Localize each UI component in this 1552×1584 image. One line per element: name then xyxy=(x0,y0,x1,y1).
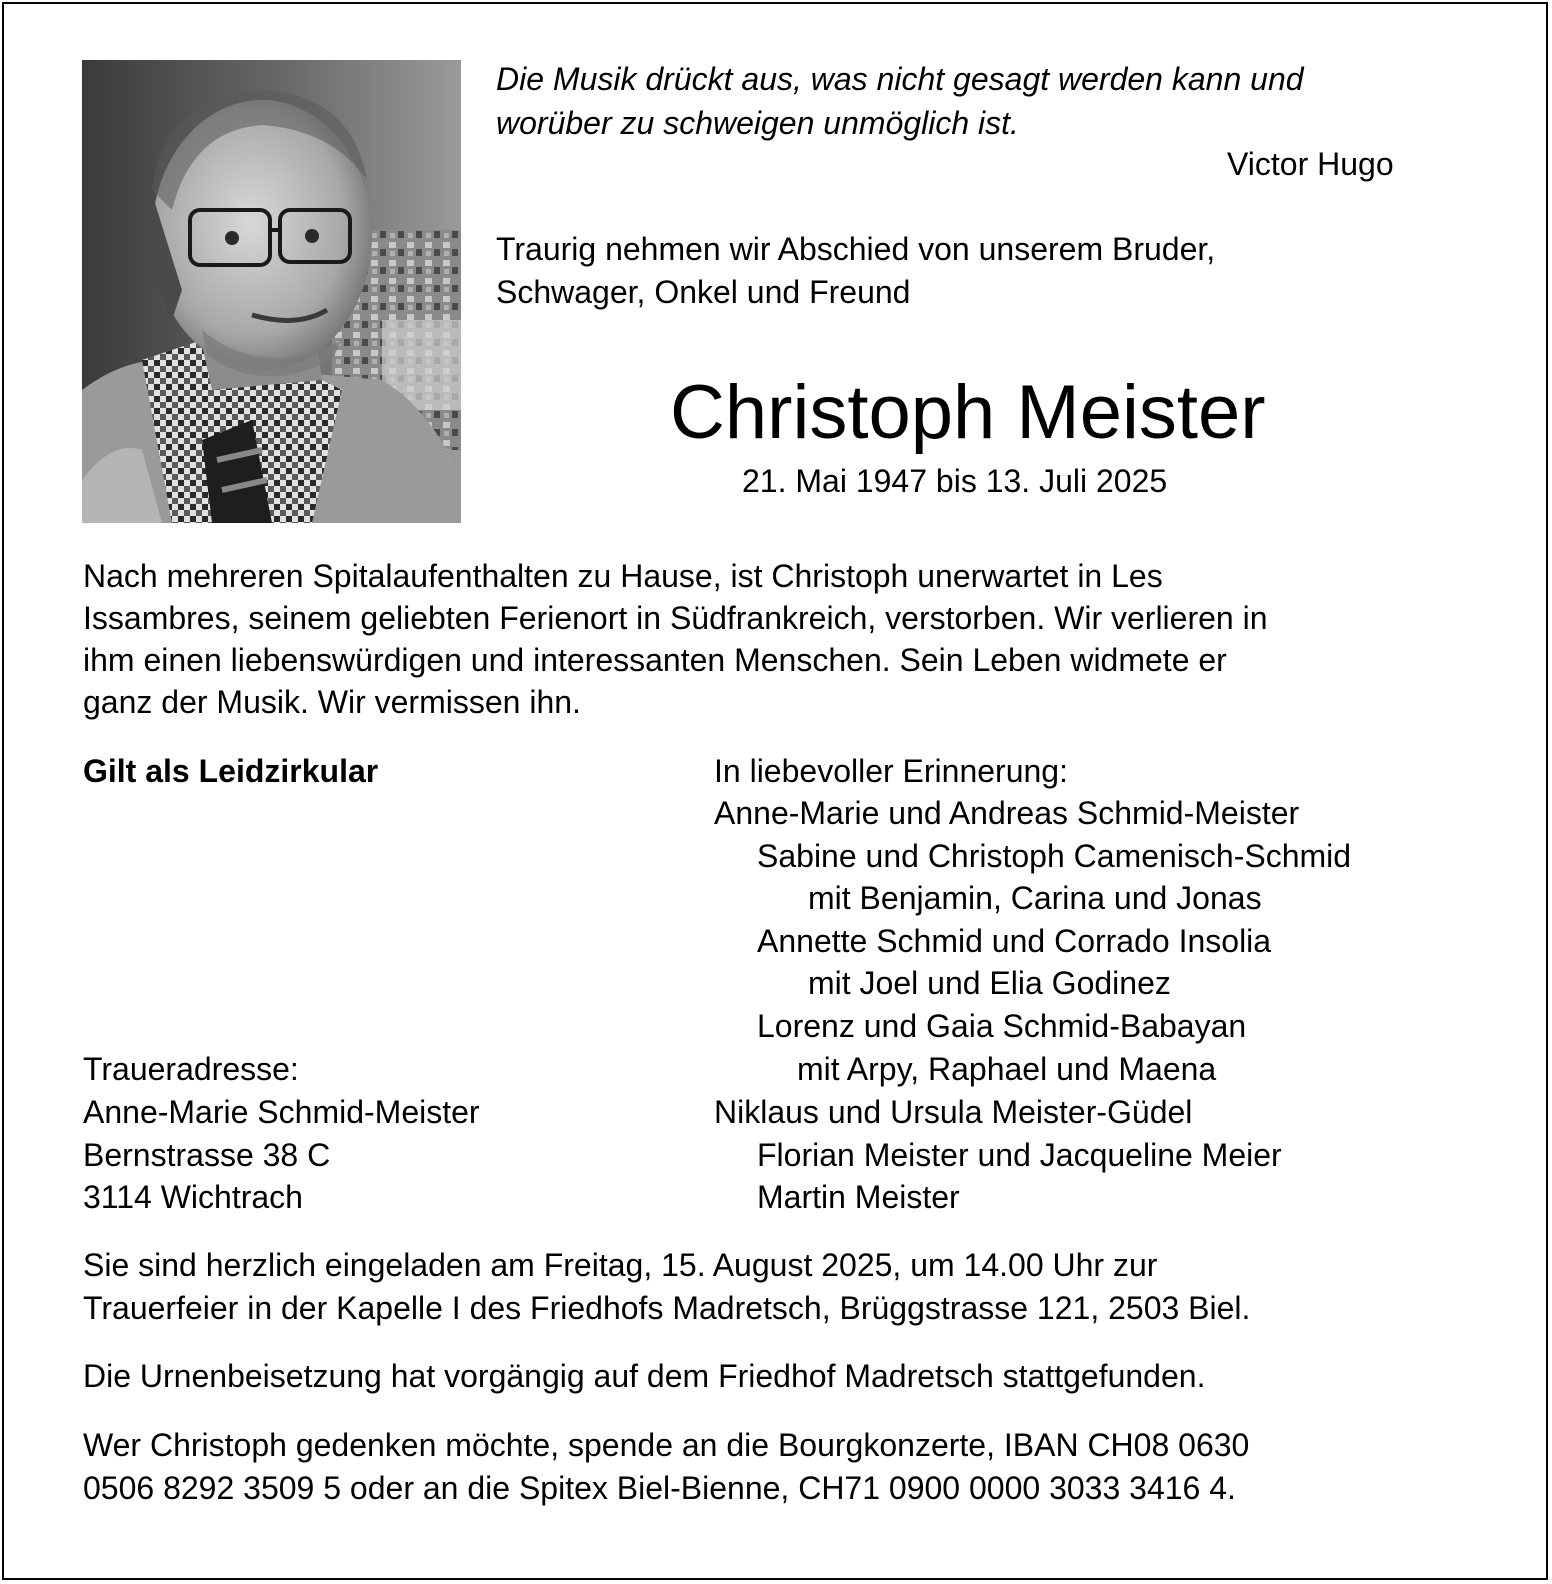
quote-author: Victor Hugo xyxy=(1227,146,1394,182)
message-line-4: ganz der Musik. Wir vermissen ihn. xyxy=(83,684,581,720)
deceased-name: Christoph Meister xyxy=(670,370,1266,455)
burial-note: Die Urnenbeisetzung hat vorgängig auf dem Friedhof Madretsch stattgefunden. xyxy=(83,1358,1206,1394)
mourners-heading: In liebevoller Erinnerung: xyxy=(714,753,1068,789)
address-name: Anne-Marie Schmid-Meister xyxy=(83,1094,480,1130)
intro-line-1: Traurig nehmen wir Abschied von unserem Bruder, xyxy=(496,231,1216,267)
service-line-1: Sie sind herzlich eingeladen am Freitag, 15. August 2025, um 14.00 Uhr zur xyxy=(83,1247,1158,1283)
mourner-line: mit Benjamin, Carina und Jonas xyxy=(808,880,1262,916)
mourner-line: mit Joel und Elia Godinez xyxy=(808,965,1171,1001)
mourner-line: Annette Schmid und Corrado Insolia xyxy=(757,923,1272,959)
address-street: Bernstrasse 38 C xyxy=(83,1137,331,1173)
mourner-line: Niklaus und Ursula Meister-Güdel xyxy=(714,1094,1193,1130)
mourner-line: Sabine und Christoph Camenisch-Schmid xyxy=(757,838,1352,874)
address-label: Traueradresse: xyxy=(83,1051,299,1087)
mourner-line: Lorenz und Gaia Schmid-Babayan xyxy=(757,1008,1247,1044)
mourner-line: Martin Meister xyxy=(757,1179,960,1215)
donation-line-2: 0506 8292 3509 5 oder an die Spitex Biel-Bienne, CH71 0900 0000 3033 3416 4. xyxy=(83,1470,1236,1506)
intro-line-2: Schwager, Onkel und Freund xyxy=(496,274,911,310)
mourner-line: Florian Meister und Jacqueline Meier xyxy=(757,1137,1282,1173)
service-line-2: Trauerfeier in der Kapelle I des Friedhofs Madretsch, Brüggstrasse 121, 2503 Biel. xyxy=(83,1290,1251,1326)
mourner-line: Anne-Marie und Andreas Schmid-Meister xyxy=(714,795,1300,831)
message-line-1: Nach mehreren Spitalaufenthalten zu Hause, ist Christoph unerwartet in Les xyxy=(83,558,1163,594)
life-dates: 21. Mai 1947 bis 13. Juli 2025 xyxy=(742,463,1168,499)
circular-note: Gilt als Leidzirkular xyxy=(83,753,379,789)
mourner-line: mit Arpy, Raphael und Maena xyxy=(797,1051,1217,1087)
message-line-3: ihm einen liebenswürdigen und interessanten Menschen. Sein Leben widmete er xyxy=(83,642,1227,678)
address-city: 3114 Wichtrach xyxy=(83,1179,303,1215)
portrait-photo xyxy=(82,60,461,523)
quote-line-1: Die Musik drückt aus, was nicht gesagt werden kann und xyxy=(496,61,1304,97)
message-line-2: Issambres, seinem geliebten Ferienort in Südfrankreich, verstorben. Wir verlieren in xyxy=(83,600,1268,636)
quote-line-2: worüber zu schweigen unmöglich ist. xyxy=(496,105,1019,141)
donation-line-1: Wer Christoph gedenken möchte, spende an die Bourgkonzerte, IBAN CH08 0630 xyxy=(83,1427,1250,1463)
